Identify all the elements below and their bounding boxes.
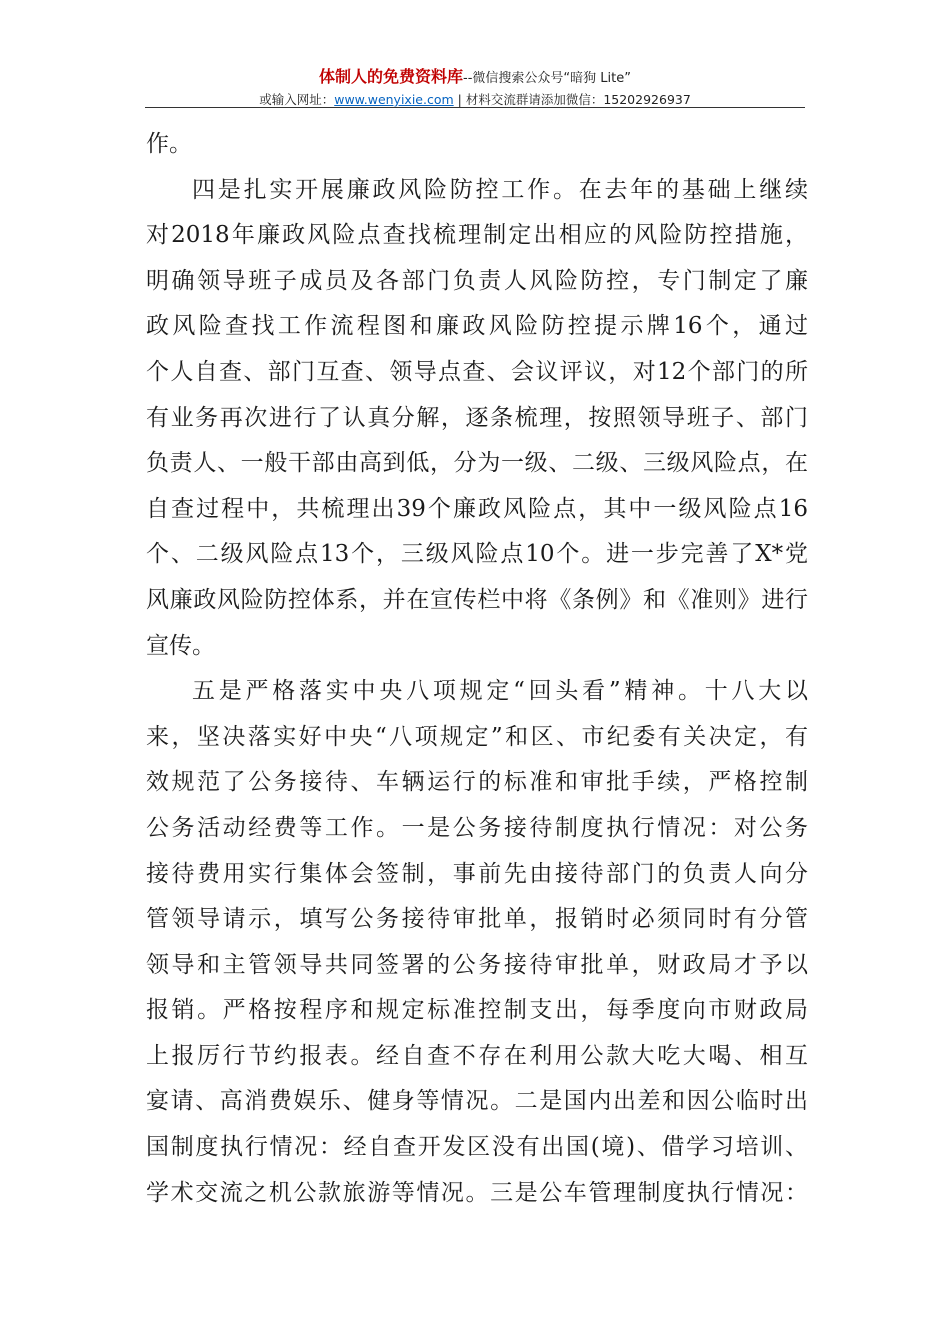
brand-title: 体制人的免费资料库 [319,67,464,86]
text-line: 领导和主管领导共同签署的公务接待审批单，财政局才予以 [146,951,808,978]
text-line: 公务活动经费等工作。一是公务接待制度执行情况：对公务 [146,814,808,841]
text-line: 明确领导班子成员及各部门负责人风险防控，专门制定了廉 [146,267,808,294]
text-line: 负责人、一般干部由高到低，分为一级、二级、三级风险点，在 [146,450,808,477]
text-line: 学术交流之机公款旅游等情况。三是公车管理制度执行情况： [146,1179,808,1206]
paragraph-integrity-risk [146,168,808,670]
text-line: 自查过程中，共梳理出39个廉政风险点，其中一级风险点16 [146,495,808,522]
text-line: 来，坚决落实好中央“八项规定”和区、市纪委有关决定，有 [146,723,808,750]
text-line: 风廉政风险防控体系，并在宣传栏中将《条例》和《准则》进行 [146,586,808,613]
text-line: 宣传。 [146,632,215,659]
text-line: 国制度执行情况：经自查开发区没有出国(境)、借学习培训、 [146,1134,808,1161]
text-line: 四是扎实开展廉政风险防控工作。在去年的基础上继续 [192,176,808,203]
text-line: 政风险查找工作流程图和廉政风险防控提示牌16个，通过 [146,313,808,340]
header-divider [145,107,805,108]
header-title-line [145,66,805,90]
text-line: 个、二级风险点13个，三级风险点10个。进一步完善了X*党 [146,541,808,568]
page-header [145,66,805,110]
text-line: 作。 [146,131,192,157]
text-line: 对2018年廉政风险点查找梳理制定出相应的风险防控措施， [146,222,808,249]
paragraph-continuation [146,122,808,168]
url-prefix: 或输入网址： [259,92,335,107]
text-line: 报销。严格按程序和规定标准控制支出，每季度向市财政局 [146,997,808,1024]
paragraph-eight-regulations [146,669,808,1216]
header-tagline: --微信搜索公众号“暗狗 Lite” [463,71,631,86]
text-line: 上报厉行节约报表。经自查不存在利用公款大吃大喝、相互 [146,1042,808,1069]
text-line: 效规范了公务接待、车辆运行的标准和审批手续，严格控制 [146,769,808,796]
contact-info: | 材料交流群请添加微信：15202926937 [453,92,691,107]
text-line: 五是严格落实中央八项规定“回头看”精神。十八大以 [192,678,808,705]
document-body [146,122,808,1216]
text-line: 宴请、高消费娱乐、健身等情况。二是国内出差和因公临时出 [146,1088,808,1115]
text-line: 接待费用实行集体会签制，事前先由接待部门的负责人向分 [146,860,808,887]
text-line: 管领导请示，填写公务接待审批单，报销时必须同时有分管 [146,906,808,933]
text-line: 个人自查、部门互查、领导点查、会议评议，对12个部门的所 [146,358,808,385]
website-link[interactable]: www.wenyixie.com [334,92,454,107]
text-line: 有业务再次进行了认真分解，逐条梳理，按照领导班子、部门 [146,404,808,431]
